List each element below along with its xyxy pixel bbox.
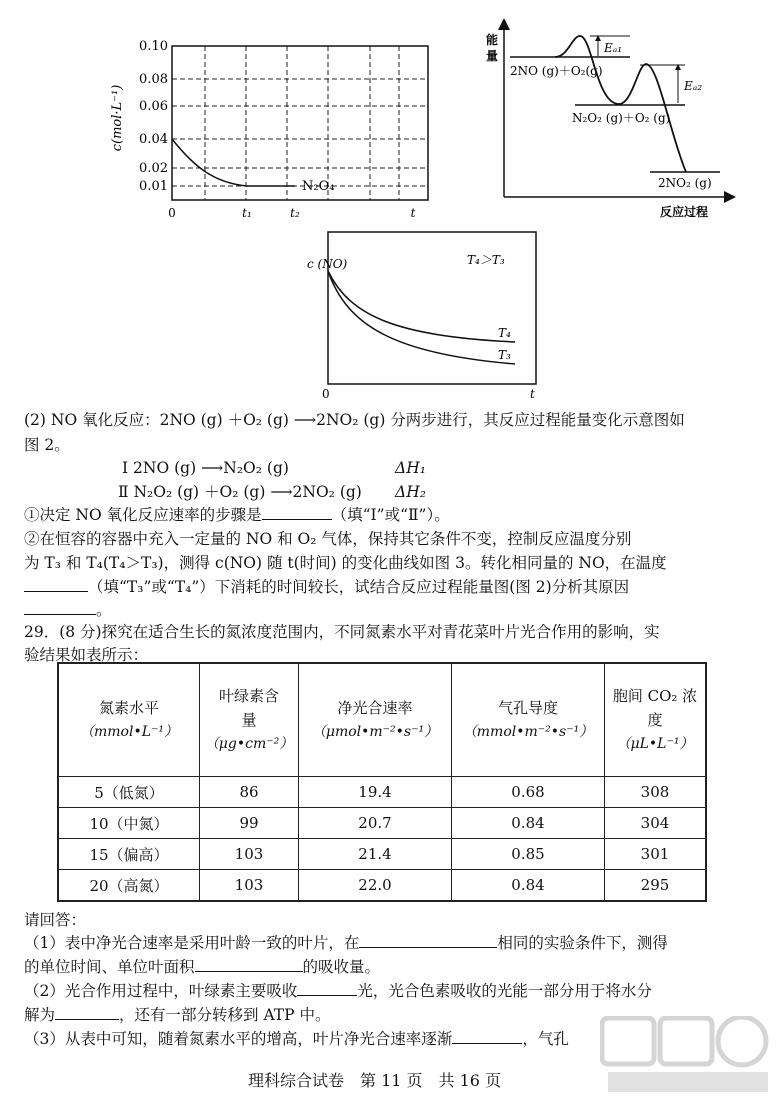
fig1-xtick: 0 (168, 206, 176, 220)
q2-step-2-dh: ΔH₂ (395, 483, 426, 501)
page-footer: 理科综合试卷 第 11 页 共 16 页 (248, 1071, 502, 1090)
header-cell: 净光合速率 （μmol•m⁻²•s⁻¹） (299, 663, 452, 777)
answer-blank[interactable] (297, 981, 357, 996)
q29-line-1: 29．(8 分)探究在适合生长的氮浓度范围内，不同氮素水平对青花菜叶片光合作用的影响，实 (24, 623, 660, 641)
q2-line-1: (2) NO 氧化反应：2NO (g) ＋O₂ (g) ⟶2NO₂ (g) 分两步进行，其反应过程能量变化示意图如 (24, 411, 685, 429)
q2-sub-2-line-2: 为 T₃ 和 T₄(T₄＞T₃)，测得 c(NO) 随 t(时间) 的变化曲线如图 3。转化相同量的 NO，在温度 (24, 554, 667, 572)
fig1-xtick: t (410, 206, 416, 220)
answer-blank[interactable] (359, 933, 497, 948)
fig1-curve-label: N₂O₄ (302, 179, 335, 194)
answer-blank[interactable] (195, 957, 303, 972)
q2-sub-2-line-3 (24, 575, 629, 599)
fig1-ytick: 0.02 (139, 161, 168, 176)
fig1-xtick: t₁ (242, 206, 252, 220)
fig1-ytick: 0.01 (139, 179, 168, 194)
figure-3-no-concentration-chart (305, 226, 545, 401)
q2-sub-2-line-4 (24, 598, 112, 622)
answer-blank[interactable] (55, 1005, 119, 1020)
table-row: 20（高氮） 103 22.0 0.84 295 (58, 870, 706, 902)
q2-sub1-text-b: （填“Ⅰ”或“Ⅱ”）。 (331, 506, 450, 524)
header-cell: 氮素水平 （mmol•L⁻¹） (58, 663, 200, 777)
q2-step-1-dh: ΔH₁ (395, 459, 426, 477)
watermark-logo-graphic (600, 1016, 775, 1096)
answer-prompt: 请回答： (24, 911, 87, 929)
table-header-row (58, 663, 706, 777)
fig3-curve-t4 (328, 271, 515, 342)
figure-1-concentration-chart (95, 18, 455, 228)
fig1-y-axis-label: c(mol·L⁻¹) (110, 84, 125, 152)
fig3-condition: T₄＞T₃ (467, 253, 505, 267)
fig2-ea2-label: Eₐ₂ (684, 79, 703, 93)
fig3-x-axis-label: t (530, 387, 535, 401)
q2-sub2-end: 。 (96, 601, 112, 619)
results-table (57, 662, 707, 902)
q2-sub-1 (24, 503, 450, 527)
fig1-curve (172, 139, 295, 186)
fig2-level-1-label: 2NO (g)＋O₂(g) (510, 64, 603, 78)
q2-sub2-text: （填“T₃”或“T₄”）下消耗的时间较长，试结合反应过程能量图(图 2)分析其原因 (88, 578, 630, 596)
table-row: 10（中氮） 99 20.7 0.84 304 (58, 808, 706, 839)
fig3-origin-label: 0 (322, 387, 330, 401)
fig2-level-3-label: 2NO₂ (g) (658, 176, 712, 190)
q2-step-2: Ⅱ N₂O₂ (g) ＋O₂ (g) ⟶2NO₂ (g) (118, 483, 362, 501)
fig1-ytick: 0.04 (139, 132, 168, 147)
watermark-logo (600, 1016, 775, 1096)
fig1-ytick: 0.08 (139, 72, 168, 87)
fig2-ea1-label: Eₐ₁ (604, 41, 623, 55)
q29-a1-line-2: 的单位时间、单位叶面积 的吸收量。 (24, 958, 381, 976)
q29-a1-line-1: （1）表中净光合速率是采用叶龄一致的叶片，在 相同的实验条件下，测得 (24, 934, 668, 952)
fig1-ytick: 0.06 (139, 99, 168, 114)
q29-line-2: 验结果如表所示： (24, 646, 149, 664)
q2-line-2: 图 2。 (24, 436, 70, 454)
table-row: 5（低氮） 86 19.4 0.68 308 (58, 777, 706, 808)
q29-a2-line-1: （2）光合作用过程中，叶绿素主要吸收 光，光合色素吸收的光能一部分用于将水分 (24, 982, 652, 1000)
fig3-y-axis-label: c (NO) (307, 257, 348, 271)
q29-a2-line-2: 解为 ，还有一部分转移到 ATP 中。 (24, 1006, 331, 1024)
figure-2-energy-diagram (480, 14, 740, 226)
fig1-frame (172, 46, 428, 200)
answer-blank[interactable] (24, 577, 88, 592)
fig3-curve-t3 (328, 271, 515, 364)
answer-blank[interactable] (24, 600, 96, 615)
fig2-level-2-label: N₂O₂ (g)＋O₂ (g) (572, 111, 671, 125)
answer-blank[interactable] (452, 1029, 522, 1044)
fig3-label-t3: T₃ (498, 348, 511, 362)
q2-step-1: Ⅰ 2NO (g) ⟶N₂O₂ (g) (122, 459, 289, 477)
fig1-xtick: t₂ (290, 206, 300, 220)
answer-blank[interactable] (262, 505, 332, 520)
header-cell: 气孔导度 （mmol•m⁻²•s⁻¹） (452, 663, 605, 777)
fig2-y-axis-label-part: 量 (486, 49, 499, 63)
fig1-ytick: 0.10 (139, 39, 168, 54)
fig2-y-axis-label-part: 能 (486, 33, 499, 47)
fig3-label-t4: T₄ (498, 326, 511, 340)
header-cell: 胞间 CO₂ 浓 度 （μL•L⁻¹） (605, 663, 707, 777)
fig1-grid (172, 46, 428, 200)
fig2-x-axis-label: 反应过程 (660, 205, 709, 219)
table-row: 15（偏高） 103 21.4 0.85 301 (58, 839, 706, 870)
q2-sub1-text-a: ①决定 NO 氧化反应速率的步骤是 (24, 506, 262, 524)
q2-sub-2-line-1: ②在恒容的容器中充入一定量的 NO 和 O₂ 气体，保持其它条件不变，控制反应温度分别 (24, 530, 632, 548)
q29-a3-line-1: （3）从表中可知，随着氮素水平的增高，叶片净光合速率逐渐 ，气孔 (24, 1030, 569, 1048)
header-cell: 叶绿素含 量 （μg•cm⁻²） (200, 663, 299, 777)
